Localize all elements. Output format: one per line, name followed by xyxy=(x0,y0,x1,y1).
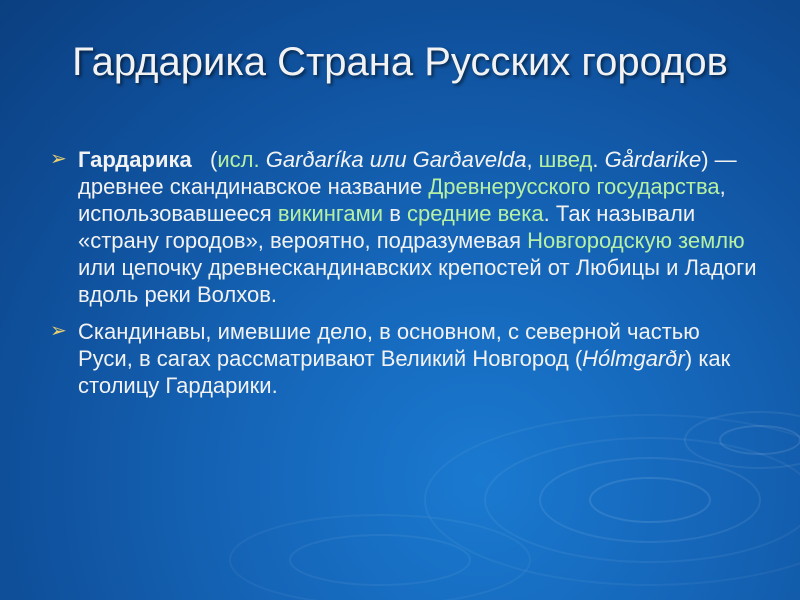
term-holmgardr: Hólmgarðr xyxy=(582,346,685,371)
bullet-list xyxy=(48,146,758,409)
arrow-bullet-icon: ➢ xyxy=(50,320,67,342)
link-middle-ages[interactable]: средние века xyxy=(407,201,544,226)
text-segment: ( xyxy=(191,147,218,172)
text-segment: или цепочку древнескандинавских крепостей от Любицы и Ладоги вдоль реки Волхов. xyxy=(78,255,757,307)
term-swedish: Gårdarike xyxy=(604,147,702,172)
text-segment: . xyxy=(592,147,605,172)
bullet-item xyxy=(48,318,758,399)
text-segment: ) — древнее скандинавское название xyxy=(78,147,737,199)
link-icelandic[interactable]: исл. xyxy=(217,147,260,172)
text-segment: , использовавшееся xyxy=(78,174,726,226)
slide-title: Гардарика Страна Русских городов xyxy=(72,40,728,84)
text-segment: , xyxy=(526,147,539,172)
link-swedish[interactable]: швед xyxy=(538,147,593,172)
link-novgorod-land[interactable]: Новгородскую землю xyxy=(527,228,745,253)
term-gardarika: Гардарика xyxy=(78,147,192,172)
text-segment: в xyxy=(383,201,407,226)
link-old-russian-state[interactable]: Древнерусского государства xyxy=(428,174,720,199)
link-vikings[interactable]: викингами xyxy=(277,201,384,226)
bullet-item xyxy=(48,146,758,308)
term-old-norse: Garðaríka или Garðavelda xyxy=(265,147,527,172)
arrow-bullet-icon: ➢ xyxy=(50,148,67,170)
text-segment: Скандинавы, имевшие дело, в основном, с северной частью Руси, в сагах рассматривают Великий Новгород ( xyxy=(78,319,700,371)
text-segment: . Так называли «страну городов», вероятно, подразумевая xyxy=(78,201,696,253)
text-segment: ) как столицу Гардарики. xyxy=(78,346,731,398)
